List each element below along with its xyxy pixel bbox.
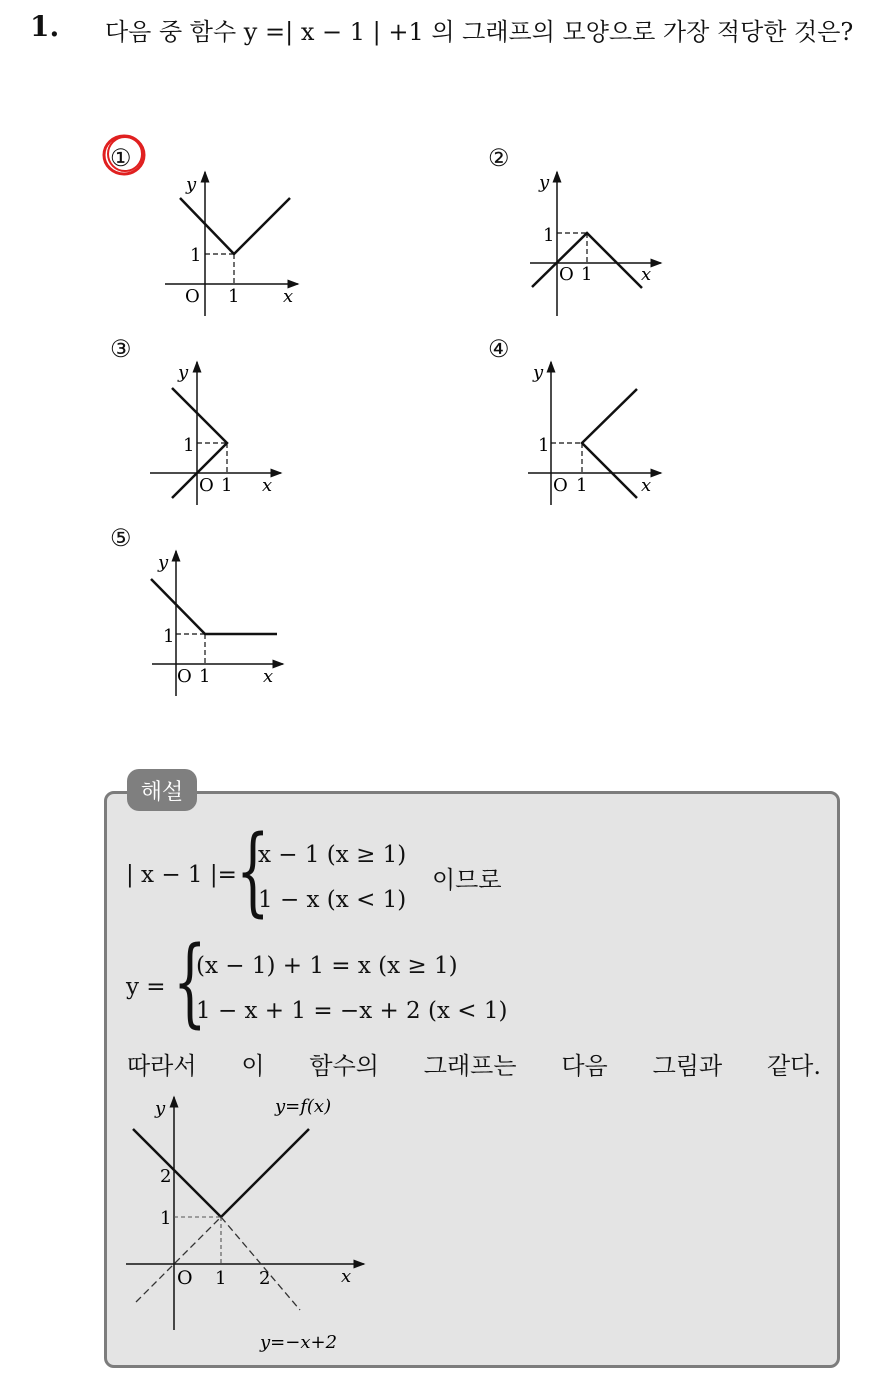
y-case-1: (x − 1) + 1 = x (x ≥ 1)	[196, 953, 458, 979]
f-graph-label: y=f(x)	[275, 1096, 332, 1117]
question-number: 1.	[30, 10, 60, 43]
brace-icon: {	[236, 815, 270, 927]
x-axis-label: x	[262, 475, 273, 496]
tick-label: 1	[543, 225, 555, 246]
tick-label: 1	[221, 475, 233, 496]
line-graph-label: y=−x+2	[260, 1332, 338, 1353]
tick-label: 1	[576, 475, 588, 496]
word: 이	[241, 1052, 265, 1080]
origin-label: O	[177, 666, 192, 687]
x-axis-label: x	[283, 286, 294, 307]
y-axis-label: y	[186, 174, 197, 195]
abs-expression: | x − 1 |=	[126, 862, 237, 888]
y-axis-label: y	[155, 1098, 166, 1119]
x-axis-label: x	[641, 475, 652, 496]
tick-label: 1	[199, 666, 211, 687]
choice-1-number[interactable]: ①	[110, 144, 132, 172]
abs-suffix: 이므로	[432, 866, 502, 894]
tick-label: 1	[163, 626, 175, 647]
origin-label: O	[177, 1267, 193, 1289]
origin-label: O	[559, 264, 574, 285]
y-axis-label: y	[539, 172, 550, 193]
origin-label: O	[185, 286, 200, 307]
explanation-tag: 해설	[127, 769, 197, 811]
word: 따라서	[127, 1052, 197, 1080]
choice-2-number[interactable]: ②	[488, 144, 510, 172]
question-text: 다음 중 함수 y =| x − 1 | +1 의 그래프의 모양으로 가장 적당한 것은?	[105, 18, 854, 46]
brace-icon: {	[173, 926, 207, 1038]
tick-label: 1	[538, 435, 550, 456]
abs-case-2: 1 − x (x < 1)	[258, 887, 407, 913]
word: 같다.	[766, 1052, 821, 1080]
tick-label: 1	[190, 245, 202, 266]
tick-label: 1	[228, 286, 240, 307]
x-axis-label: x	[263, 666, 274, 687]
tick-label: 1	[160, 1208, 172, 1229]
word: 그래프는	[423, 1052, 517, 1080]
y-expression: y =	[126, 974, 166, 1000]
y-axis-label: y	[533, 362, 544, 383]
choice-3-number[interactable]: ③	[110, 335, 132, 363]
word: 다음	[561, 1052, 608, 1080]
y-axis-label: y	[158, 552, 169, 573]
x-axis-label: x	[641, 264, 652, 285]
tick-label: 2	[259, 1268, 271, 1289]
word: 그림과	[652, 1052, 723, 1080]
y-case-2: 1 − x + 1 = −x + 2 (x < 1)	[196, 998, 508, 1024]
choice-5-number[interactable]: ⑤	[110, 524, 132, 552]
abs-case-1: x − 1 (x ≥ 1)	[258, 842, 407, 868]
origin-label: O	[199, 475, 214, 496]
origin-label: O	[553, 475, 568, 496]
tick-label: 1	[581, 264, 593, 285]
x-axis-label: x	[341, 1266, 352, 1287]
tick-label: 2	[160, 1166, 172, 1187]
choice-4-number[interactable]: ④	[488, 335, 510, 363]
tick-label: 1	[215, 1268, 227, 1289]
word: 함수의	[309, 1052, 379, 1080]
y-axis-label: y	[178, 362, 189, 383]
tick-label: 1	[183, 435, 195, 456]
